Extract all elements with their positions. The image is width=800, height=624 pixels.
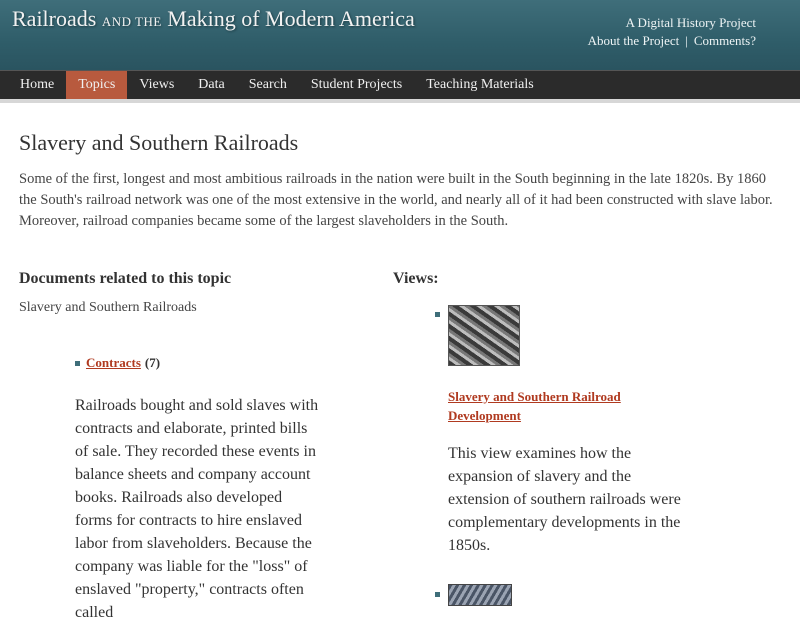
view-description: This view examines how the expansion of slavery and the extension of southern railroads were complementary developments in the 1850s. [448, 445, 681, 554]
contracts-description: Railroads bought and sold slaves with contracts and elaborate, printed bills of sale. They recorded these events in balance sheets and company account books. Railroads also developed forms for contracts to hire enslaved labor from slaveholders. Because the company was liable for the "loss" of enslaved "property," contracts often called [75, 397, 319, 621]
nav-search[interactable]: Search [248, 77, 287, 92]
documents-subheading: Slavery and Southern Railroads [19, 300, 197, 315]
about-link[interactable]: About the Project [587, 33, 680, 48]
bullet-icon [435, 312, 440, 317]
nav-underline [0, 99, 800, 103]
site-header [0, 0, 800, 70]
documents-column [19, 270, 349, 621]
site-title-small: AND THE [101, 14, 162, 29]
site-title-part2: Making of Modern America [167, 6, 415, 31]
site-title-part1: Railroads [12, 6, 97, 31]
nav-home[interactable]: Home [20, 77, 55, 92]
view-thumbnail-image[interactable] [448, 305, 520, 366]
bullet-icon [75, 361, 80, 366]
documents-heading: Documents related to this topic [19, 270, 232, 287]
main-nav [0, 70, 800, 99]
view-thumbnail-image-2[interactable] [448, 584, 512, 606]
nav-topics[interactable]: Topics [66, 71, 127, 99]
comments-link[interactable]: Comments? [693, 33, 756, 48]
document-item [75, 354, 335, 624]
nav-views[interactable]: Views [139, 77, 175, 92]
bullet-icon [435, 592, 440, 597]
view-link[interactable]: Slavery and Southern Railroad Development [448, 389, 621, 423]
views-column [393, 270, 693, 554]
contracts-link[interactable]: Contracts [86, 355, 141, 370]
tagline: A Digital History Project [625, 15, 756, 30]
nav-data[interactable]: Data [198, 77, 225, 92]
contracts-count: (7) [144, 355, 161, 370]
nav-student-projects[interactable]: Student Projects [310, 77, 403, 92]
header-links [588, 14, 756, 50]
page-title: Slavery and Southern Railroads [19, 130, 299, 155]
site-title[interactable] [12, 6, 415, 32]
nav-teaching-materials[interactable]: Teaching Materials [426, 77, 534, 92]
header-separator: | [685, 33, 688, 48]
intro-text: Some of the first, longest and most ambitious railroads in the nation were built in the South beginning in the late 1820s. By 1860 the South's railroad network was one of the most extensive in the world, and nearly all of it had been constructed with slave labor. Moreover, railroad companies became some of the largest slaveholders in the South. [19, 171, 773, 229]
views-heading: Views: [393, 270, 439, 287]
